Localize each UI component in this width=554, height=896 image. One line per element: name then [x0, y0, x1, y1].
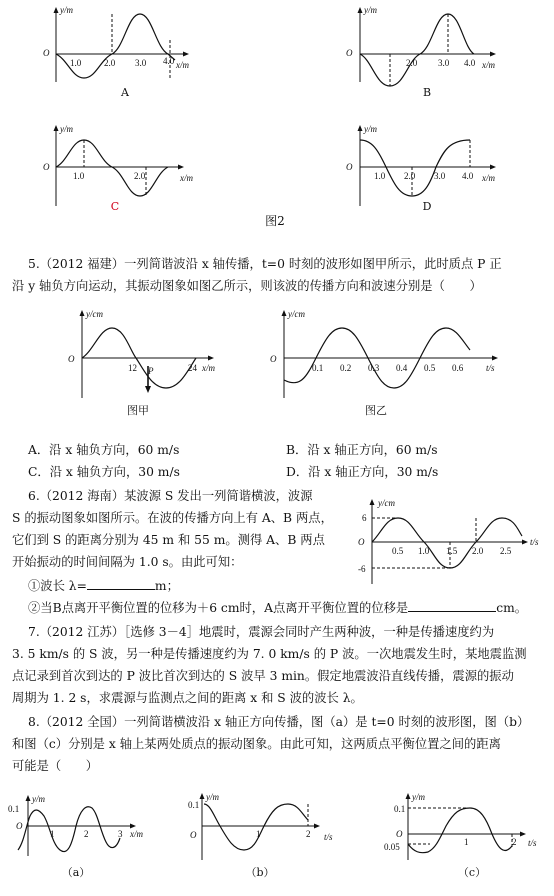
graph-b-origin: O	[346, 48, 353, 58]
graph-d-tick: 4.0	[462, 171, 474, 181]
q8-a-ylabel: y/m	[32, 794, 45, 804]
q5-option-c: C．沿 x 轴负方向，30 m/s	[28, 465, 180, 479]
graph-d-origin: O	[346, 162, 353, 172]
q8-line-2: 和图（c）分别是 x 轴上某两处质点的振动图象。由此可知，这两质点平衡位置之间的距离	[12, 737, 501, 751]
graph-c-ylabel: y/m	[60, 124, 73, 134]
q5-yi-caption: 图乙	[365, 404, 387, 417]
graph-b-tick: 4.0	[464, 58, 476, 68]
q5-line-2: 沿 y 轴负方向运动，其振动图象如图乙所示，则该波的传播方向和波速分别是（ ）	[12, 279, 482, 293]
q6-blank-1-prefix: ①波长 λ=	[28, 579, 87, 593]
graph-b-axes	[358, 7, 497, 82]
graph-c-label: C	[110, 200, 120, 213]
graph-b-curve	[360, 14, 474, 86]
q6-blank-2-line	[28, 598, 527, 618]
q6-blank-1-suffix: m；	[154, 579, 179, 593]
q8-a-tick: 3	[118, 829, 123, 839]
graph-a-tick: 2.0	[104, 58, 116, 68]
q6-blank-2-prefix: ②当B点离开平衡位置的位移为＋6 cm时，A点离开平衡位置的位移是	[28, 601, 409, 615]
graph-b-tick: 2.0	[406, 58, 418, 68]
q8-b-ylabel: y/m	[206, 792, 219, 802]
q5-yi-ylabel: y/cm	[288, 309, 305, 319]
graph-a-label: A	[121, 86, 129, 99]
graph-c-origin: O	[43, 162, 50, 172]
graph-c-curve	[56, 140, 168, 196]
q6-fig-tick: 1.0	[418, 546, 430, 556]
q5-jia-origin: O	[68, 354, 75, 364]
graph-d-curve	[360, 140, 470, 196]
q5-yi-tick: 0.4	[396, 363, 408, 373]
graph-d-axes	[358, 125, 497, 206]
q5-line-1: 5.（2012 福建）一列简谐波沿 x 轴传播，t=0 时刻的波形如图甲所示，此时质点 P 正	[28, 257, 502, 271]
q8-a-caption: （a）	[61, 866, 91, 879]
q8-line-1: 8.（2012 全国）一列简谐横波沿 x 轴正方向传播，图（a）是 t=0 时刻的波形图，图（b）	[28, 715, 530, 729]
q8-line-3: 可能是（ ）	[12, 759, 99, 773]
q8-c-ylabel: y/m	[412, 792, 425, 802]
q8-c-ytick: 0.1	[394, 804, 406, 814]
q8-c-curve	[408, 808, 512, 853]
graph-c-tick: 2.0	[134, 171, 146, 181]
q8-c-tick: 1	[464, 837, 469, 847]
q6-fig-tick: 2.0	[472, 546, 484, 556]
q7-line-3: 点记录到首次到达的 P 波比首次到达的 S 波早 3 min。假定地震波沿直线传播，震源的振动	[12, 669, 514, 683]
q8-a-tick: 2	[84, 829, 89, 839]
q6-line-4: 开始振动的时间间隔为 1.0 s。由此可知：	[12, 555, 243, 569]
graph-b-xlabel: x/m	[482, 60, 495, 70]
graph-d-tick: 1.0	[374, 171, 386, 181]
q6-fig-tick: 2.5	[500, 546, 512, 556]
q5-option-b: B．沿 x 轴正方向，60 m/s	[286, 443, 438, 457]
q8-a-curve	[18, 807, 120, 852]
q8-c-ytick: 0.05	[384, 842, 400, 852]
q6-line-1: 6.（2012 海南）某波源 S 发出一列简谐横波，波源	[28, 489, 313, 503]
graph-d-ylabel: y/m	[364, 124, 377, 134]
q6-fig-origin: O	[358, 537, 365, 547]
graph-d-tick: 2.0	[404, 171, 416, 181]
q5-yi-tick: 0.6	[452, 363, 464, 373]
q8-b-curve	[204, 804, 308, 850]
q6-fig-tick: 1.5	[446, 546, 458, 556]
q5-jia-caption: 图甲	[127, 404, 149, 417]
graph-b-ylabel: y/m	[364, 5, 377, 15]
q8-b-tick: 1	[256, 829, 261, 839]
q5-option-a: A．沿 x 轴负方向，60 m/s	[28, 443, 180, 457]
q5-yi-tick: 0.3	[368, 363, 380, 373]
figure-2-caption: 图2	[265, 214, 285, 228]
q6-fig-tick: 0.5	[392, 546, 404, 556]
graph-c-axes	[54, 125, 185, 206]
q7-line-4: 周期为 1. 2 s，求震源与监测点之间的距离 x 和 S 波的波长 λ。	[12, 691, 363, 705]
q5-jia-tick: 12	[128, 363, 137, 373]
q6-blank-2[interactable]	[408, 599, 496, 612]
q6-blank-2-suffix: cm。	[496, 601, 528, 615]
q5-yi-xlabel: t/s	[486, 363, 495, 373]
q6-fig-ytick: -6	[358, 564, 366, 574]
q8-b-xlabel: t/s	[324, 832, 333, 842]
q6-fig-ytick: 6	[362, 513, 367, 523]
q6-fig-ylabel: y/cm	[378, 498, 395, 508]
graph-a-tick: 3.0	[135, 58, 147, 68]
q5-point-p: P	[148, 366, 154, 376]
q7-line-1: 7.（2012 江苏）［选修 3－4］地震时，震源会同时产生两种波，一种是传播速度约为	[28, 625, 495, 639]
graph-d-tick: 3.0	[434, 171, 446, 181]
q5-yi-tick: 0.5	[424, 363, 436, 373]
q8-c-origin: O	[396, 829, 403, 839]
q5-jia-tick: 24	[188, 363, 197, 373]
q8-c-caption: （c）	[457, 866, 487, 879]
q6-fig-xlabel: t/s	[530, 537, 539, 547]
graph-d-xlabel: x/m	[482, 173, 495, 183]
q6-line-2: S 的振动图象如图所示。在波的传播方向上有 A、B 两点，	[12, 511, 333, 525]
graph-a-xlabel: x/m	[176, 60, 189, 70]
q8-a-origin: O	[16, 821, 23, 831]
q8-a-ytick: 0.1	[8, 804, 20, 814]
graph-a-ylabel: y/m	[60, 5, 73, 15]
q5-option-d: D．沿 x 轴正方向，30 m/s	[286, 465, 439, 479]
graph-c-xlabel: x/m	[180, 173, 193, 183]
q6-curve	[372, 518, 522, 568]
graph-a-axes	[54, 7, 190, 82]
q5-yi-origin: O	[270, 354, 277, 364]
q8-b-caption: （b）	[245, 866, 275, 879]
q5-figure	[0, 300, 554, 430]
q5-jia-ylabel: y/cm	[86, 309, 103, 319]
graph-a-curve	[56, 14, 175, 78]
q8-b-ytick: 0.1	[188, 800, 200, 810]
q8-a-tick: 1	[50, 829, 55, 839]
graph-d-label: D	[422, 200, 432, 213]
q8-c-tick: 2	[512, 837, 517, 847]
q6-figure	[0, 496, 554, 596]
graph-b-tick: 3.0	[438, 58, 450, 68]
q5-yi-tick: 0.2	[340, 363, 352, 373]
graph-b-label: B	[422, 86, 432, 99]
q5-yi-tick: 0.1	[312, 363, 324, 373]
graph-a-tick: 1.0	[70, 58, 82, 68]
q8-b-tick: 2	[306, 829, 311, 839]
graph-a	[0, 0, 554, 230]
q6-line-3: 它们到 S 的距离分别为 45 m 和 55 m。测得 A、B 两点	[12, 533, 325, 547]
q8-c-xlabel: t/s	[528, 838, 537, 848]
q7-line-2: 3. 5 km/s 的 S 波，另一种是传播速度约为 7. 0 km/s 的 P 波。一次地震发生时，某地震监测	[12, 647, 527, 661]
graph-c-tick: 1.0	[73, 171, 85, 181]
q5-jia-xlabel: x/m	[202, 363, 215, 373]
graph-a-origin: O	[43, 48, 50, 58]
q8-a-xlabel: x/m	[130, 829, 143, 839]
graph-a-tick: 4.0	[163, 56, 175, 66]
q8-b-origin: O	[190, 830, 197, 840]
q8-figure	[0, 790, 554, 896]
